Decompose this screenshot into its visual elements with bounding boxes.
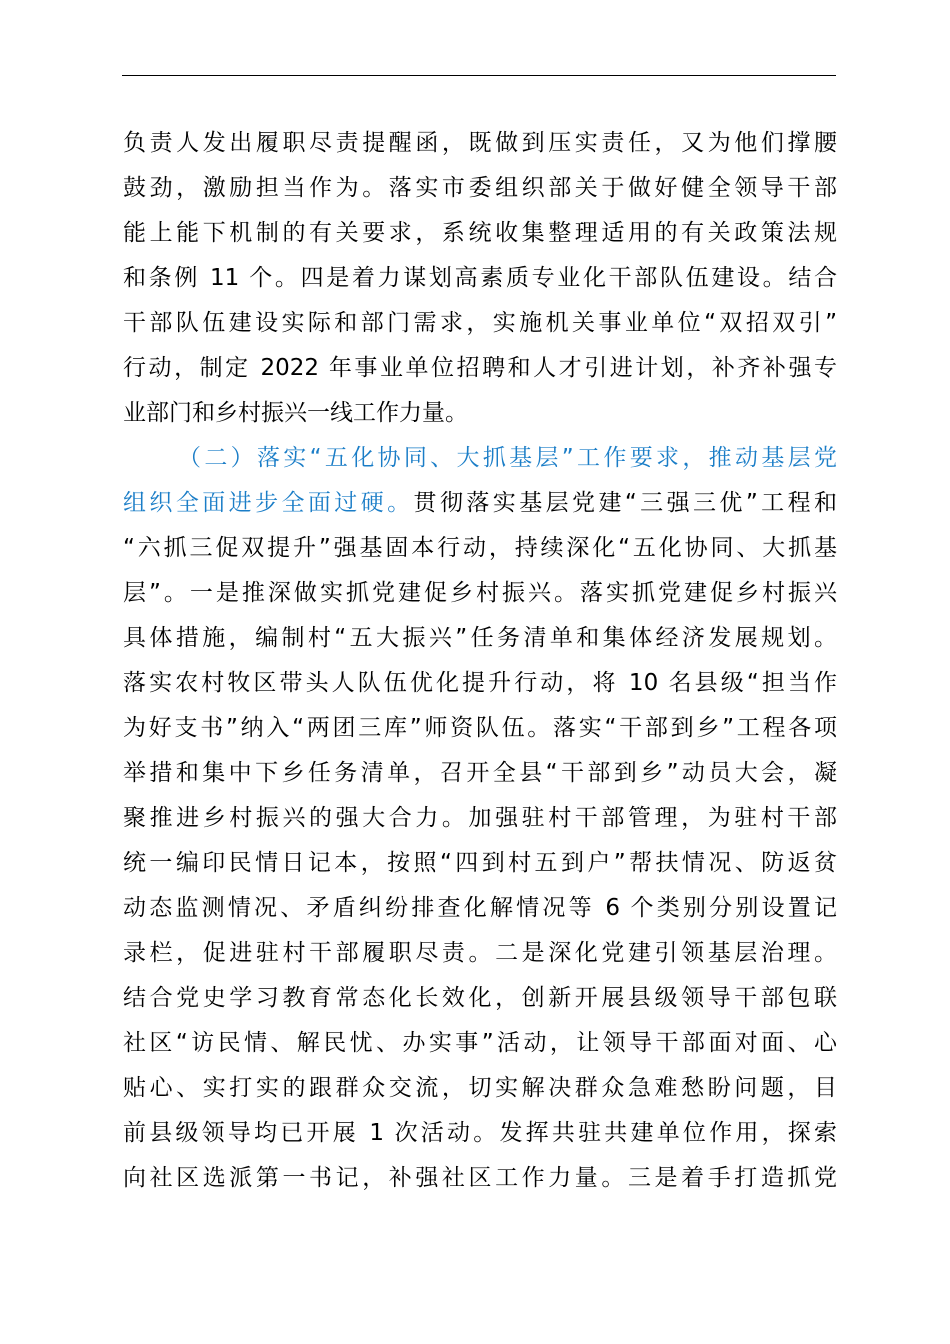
section-heading: （二）落实“五化协同、大抓基层”工作要求，推动基层党 — [178, 445, 837, 471]
text-line: 层”。一是推深做实抓党建促乡村振兴。落实抓党建促乡村振兴 — [123, 580, 837, 606]
text-line: “六抓三促双提升”强基固本行动，持续深化“五化协同、大抓基 — [123, 535, 837, 561]
text-line: 干部队伍建设实际和部门需求，实施机关事业单位“双招双引” — [123, 310, 837, 336]
text-line: 具体措施，编制村“五大振兴”任务清单和集体经济发展规划。 — [123, 625, 837, 651]
text-line: 负责人发出履职尽责提醒函，既做到压实责任，又为他们撑腰 — [123, 130, 837, 156]
text-line: 社区“访民情、解民忧、办实事”活动，让领导干部面对面、心 — [123, 1030, 837, 1056]
text-line: 贴心、实打实的跟群众交流，切实解决群众急难愁盼问题，目 — [123, 1075, 837, 1101]
header-rule — [122, 75, 836, 76]
text-line: 录栏，促进驻村干部履职尽责。二是深化党建引领基层治理。 — [123, 940, 837, 966]
text-line-mixed — [123, 481, 837, 526]
text-line: 为好支书”纳入“两团三库”师资队伍。落实“干部到乡”工程各项 — [123, 715, 837, 741]
text-line: 统一编印民情日记本，按照“四到村五到户”帮扶情况、防返贫 — [123, 850, 837, 876]
text-line: 结合党史学习教育常态化长效化，创新开展县级领导干部包联 — [123, 985, 837, 1011]
text-line: 举措和集中下乡任务清单，召开全县“干部到乡”动员大会，凝 — [123, 760, 837, 786]
section-heading-end: 组织全面进步全面过硬。 — [123, 490, 414, 516]
text-line: 能上能下机制的有关要求，系统收集整理适用的有关政策法规 — [123, 220, 837, 246]
text-line: 落实农村牧区带头人队伍优化提升行动，将 10 名县级“担当作 — [123, 670, 837, 696]
text-line: 动态监测情况、矛盾纠纷排查化解情况等 6 个类别分别设置记 — [123, 895, 837, 921]
text-line: 和条例 11 个。四是着力谋划高素质专业化干部队伍建设。结合 — [123, 265, 837, 291]
text-line: 前县级领导均已开展 1 次活动。发挥共驻共建单位作用，探索 — [123, 1120, 837, 1146]
text-line: 鼓劲，激励担当作为。落实市委组织部关于做好健全领导干部 — [123, 175, 837, 201]
text-span: 贯彻落实基层党建“三强三优”工程和 — [413, 490, 837, 516]
text-line: 向社区选派第一书记，补强社区工作力量。三是着手打造抓党 — [123, 1165, 837, 1191]
document-body — [123, 121, 837, 1201]
text-line: 聚推进乡村振兴的强大合力。加强驻村干部管理，为驻村干部 — [123, 805, 837, 831]
text-line: 业部门和乡村振兴一线工作力量。 — [123, 400, 468, 426]
text-line: 行动，制定 2022 年事业单位招聘和人才引进计划，补齐补强专 — [123, 355, 837, 381]
